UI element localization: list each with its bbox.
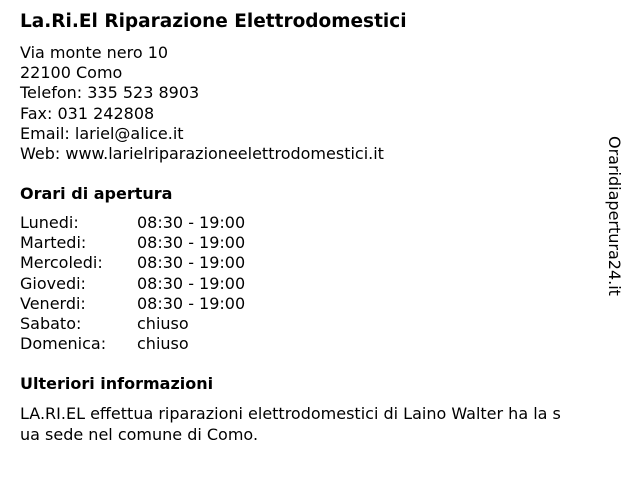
hours-row-sunday	[20, 334, 245, 354]
street-address: Via monte nero 10	[20, 43, 169, 62]
day-hours: 08:30 - 19:00	[137, 233, 246, 253]
day-hours: 08:30 - 19:00	[137, 253, 246, 273]
fax-number: Fax: 031 242808	[20, 103, 155, 123]
hours-row-saturday	[20, 314, 245, 334]
site-brand-watermark: Oraridiapertura24.it	[605, 136, 624, 296]
hours-row-thursday	[20, 274, 245, 294]
hours-row-tuesday	[20, 233, 245, 253]
website: Web: www.larielriparazioneelettrodomestici.it	[20, 144, 384, 164]
day-label: Venerdi:	[20, 293, 86, 313]
day-label: Giovedi:	[20, 273, 86, 293]
city: 22100 Como	[20, 63, 123, 83]
contact-block	[20, 43, 384, 164]
description-line: LA.RI.EL effettua riparazioni elettrodomestici di Laino Walter ha la s	[20, 404, 561, 423]
opening-hours-table	[20, 213, 245, 354]
day-label: Mercoledi:	[20, 253, 103, 273]
day-hours: chiuso	[137, 334, 189, 354]
day-label: Lunedi:	[20, 213, 79, 232]
email-address: Email: lariel@alice.it	[20, 123, 184, 143]
business-name: La.Ri.El Riparazione Elettrodomestici	[20, 11, 407, 32]
description-line: ua sede nel comune di Como.	[20, 424, 259, 444]
day-label: Martedi:	[20, 233, 87, 253]
day-hours: 08:30 - 19:00	[137, 213, 246, 232]
day-hours: 08:30 - 19:00	[137, 293, 246, 313]
more-info-heading: Ulteriori informazioni	[20, 374, 214, 393]
phone-number: Telefon: 335 523 8903	[20, 83, 200, 103]
opening-hours-heading: Orari di apertura	[20, 184, 173, 203]
day-label: Sabato:	[20, 314, 82, 334]
business-description	[20, 404, 620, 445]
day-hours: chiuso	[137, 314, 189, 334]
day-label: Domenica:	[20, 334, 107, 354]
hours-row-friday	[20, 294, 245, 314]
hours-row-wednesday	[20, 253, 245, 273]
day-hours: 08:30 - 19:00	[137, 273, 246, 293]
hours-row-monday	[20, 213, 245, 233]
